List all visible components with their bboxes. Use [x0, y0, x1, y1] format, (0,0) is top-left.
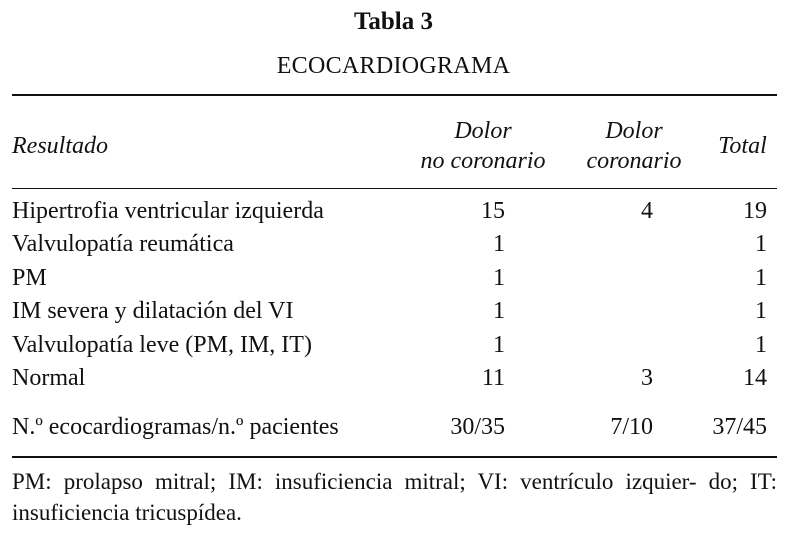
row-label: N.º ecocardiogramas/n.º pacientes: [12, 414, 339, 440]
value-no-coronario: 1: [493, 231, 505, 257]
value-no-coronario: 15: [481, 198, 505, 224]
value-coronario: 4: [641, 198, 653, 224]
value-total: 14: [743, 365, 767, 391]
table-subtitle: ECOCARDIOGRAMA: [276, 53, 511, 79]
top-rule: [12, 94, 777, 96]
value-no-coronario: 1: [493, 332, 505, 358]
value-coronario: 3: [641, 365, 653, 391]
row-label: Hipertrofia ventricular izquierda: [12, 198, 324, 224]
header-dolor-no-coronario: [400, 116, 566, 176]
row-label: PM: [12, 265, 47, 291]
value-total: 1: [755, 231, 767, 257]
table-row-totals: [12, 414, 777, 447]
header-col2-line2: coronario: [586, 148, 682, 174]
value-coronario: 7/10: [610, 414, 653, 440]
row-label: Normal: [12, 365, 86, 391]
value-total: 19: [743, 198, 767, 224]
header-col1-line2: no coronario: [420, 148, 546, 174]
value-total: 37/45: [712, 414, 767, 440]
value-no-coronario: 1: [493, 298, 505, 324]
header-dolor-coronario: [570, 116, 698, 176]
value-total: 1: [755, 298, 767, 324]
table-row: [12, 198, 777, 231]
footnote: PM: prolapso mitral; IM: insuficiencia mitral; VI: ventrículo izquier- do; IT: insuficiencia tricuspídea.: [12, 469, 777, 525]
table-title: Tabla 3: [354, 8, 433, 35]
value-no-coronario: 30/35: [450, 414, 505, 440]
table-row: [12, 231, 777, 264]
row-label: IM severa y dilatación del VI: [12, 298, 294, 324]
row-label: Valvulopatía reumática: [12, 231, 234, 257]
table-row: [12, 332, 777, 365]
header-resultado: Resultado: [12, 133, 108, 159]
header-total: Total: [718, 133, 767, 159]
table-row: [12, 365, 777, 398]
bottom-rule: [12, 456, 777, 458]
value-no-coronario: 11: [481, 365, 505, 391]
table-row: [12, 298, 777, 331]
row-label: Valvulopatía leve (PM, IM, IT): [12, 332, 312, 358]
header-col1-line1: Dolor: [454, 118, 512, 144]
header-rule: [12, 188, 777, 189]
value-total: 1: [755, 332, 767, 358]
value-no-coronario: 1: [493, 265, 505, 291]
value-total: 1: [755, 265, 767, 291]
table-row: [12, 265, 777, 298]
header-col2-line1: Dolor: [605, 118, 663, 144]
